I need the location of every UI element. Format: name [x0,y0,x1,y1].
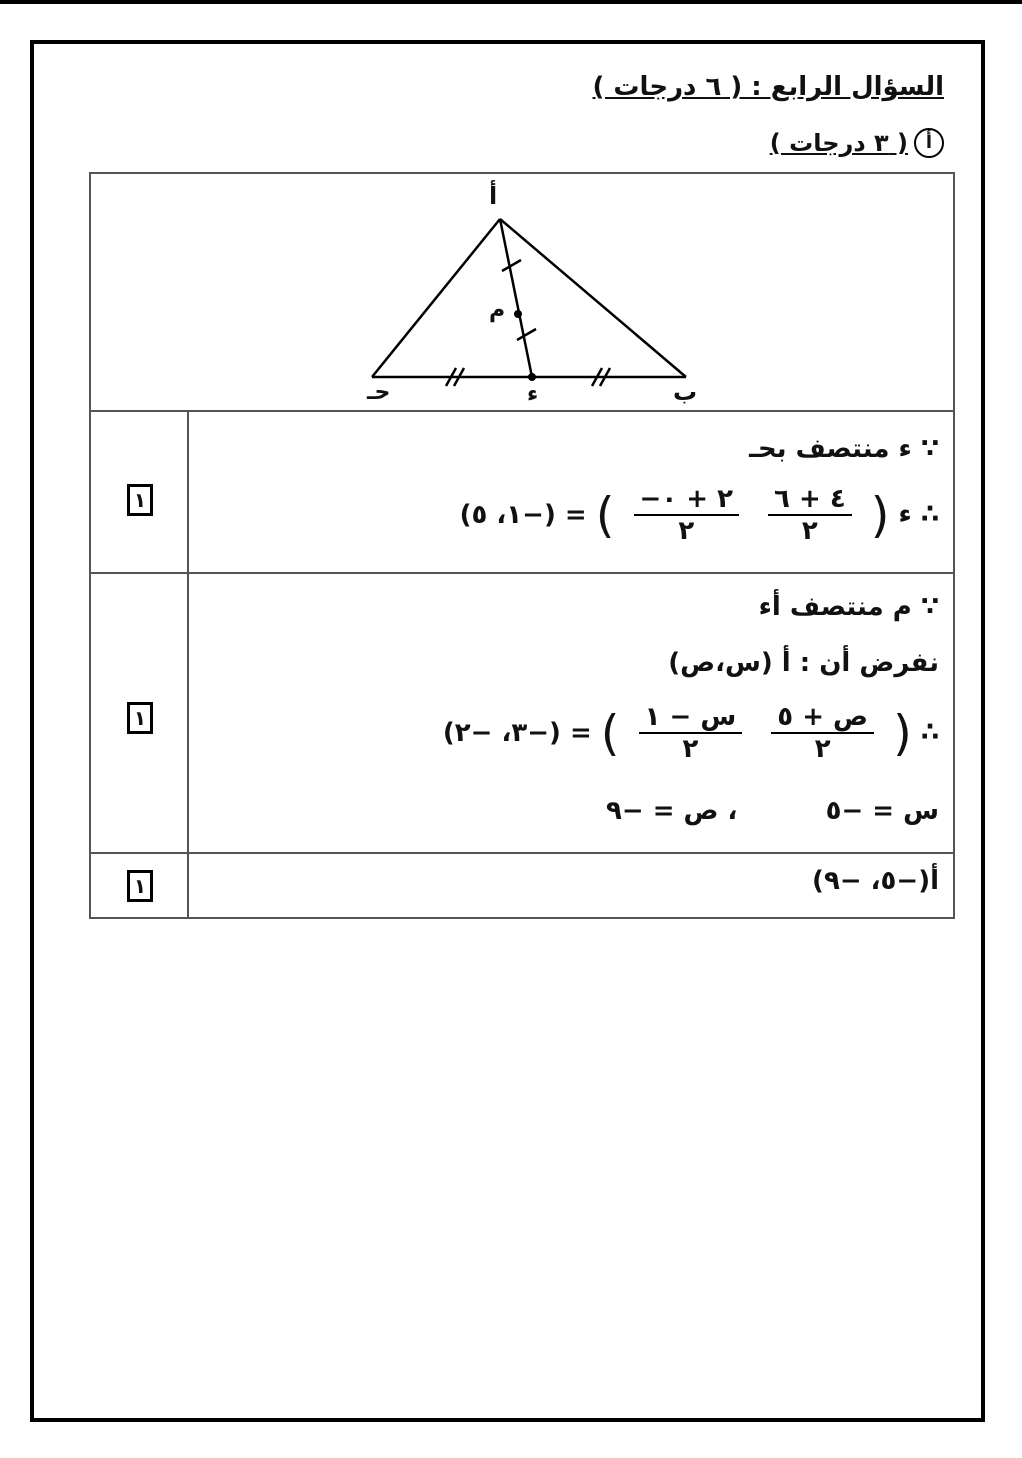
point-d [528,373,536,381]
paren-left: ( [870,487,890,543]
solution-table [89,172,955,919]
fraction-2-numerator: −٢ + ٠ [634,484,739,516]
score-cell [91,854,189,919]
fraction-2 [634,484,739,546]
part-marker: أ [914,128,944,158]
solution-row-2 [91,572,953,854]
therefore-symbol: ∴ [920,717,939,748]
tick-am [502,260,521,271]
solve-x: س = −٥ [825,796,939,826]
point-m [514,310,522,318]
given-line: ∵ ء منتصف بحـ [749,434,939,464]
midpoint-equation [460,484,939,546]
fraction-2-denominator: ٢ [682,734,699,764]
paren-right: ) [595,487,615,543]
fraction-2-numerator: س − ١ [639,702,743,734]
diagram-cell [91,174,953,410]
given-line: ∵ م منتصف أء [758,592,939,622]
solution-row-1 [91,410,953,574]
answer-line: أ(−٥، −٩) [812,866,939,896]
fraction-1 [771,702,874,764]
score-box: ١ [127,870,153,902]
midpoint-equation [443,702,939,764]
part-heading [770,128,944,158]
label-m: م [489,298,506,323]
fraction-1-denominator: ٢ [801,516,818,546]
fraction-1-numerator: ص + ٥ [771,702,874,734]
result: (−١، ٥) [459,499,556,530]
therefore-symbol: ∴ [920,499,939,530]
fraction-1-numerator: ٤ + ٦ [768,484,852,516]
side-ac [372,219,500,377]
assume-line: نفرض أن : أ (س،ص) [668,648,939,678]
score-box: ١ [127,702,153,734]
result: (−٣، −٢) [442,717,561,748]
equals-sign: = [560,717,592,748]
triangle-diagram [91,174,953,410]
fraction-1-denominator: ٢ [814,734,831,764]
tick-md [517,329,536,340]
point-label: ء [898,499,912,530]
solve-y: ، ص = −٩ [605,796,738,826]
label-b: ب [673,378,698,406]
top-bar [0,0,1022,4]
solve-line [606,796,939,826]
equals-sign: = [555,499,587,530]
fraction-1 [768,484,852,546]
paren-left: ( [893,705,912,761]
fraction-2 [639,702,743,764]
part-marks: ( ٣ درجات ) [769,129,908,157]
score-cell [91,412,189,574]
fraction-2-denominator: ٢ [678,516,695,546]
score-box: ١ [127,484,153,516]
label-d: ء [527,382,539,407]
equation-body [459,484,890,546]
paren-right: ) [600,705,620,761]
solution-row-3 [91,852,953,919]
equation-body [442,702,912,764]
question-title: السؤال الرابع : ( ٦ درجات ) [592,72,944,102]
score-cell [91,574,189,854]
label-c: حـ [367,380,391,405]
label-a: أ [489,182,498,210]
